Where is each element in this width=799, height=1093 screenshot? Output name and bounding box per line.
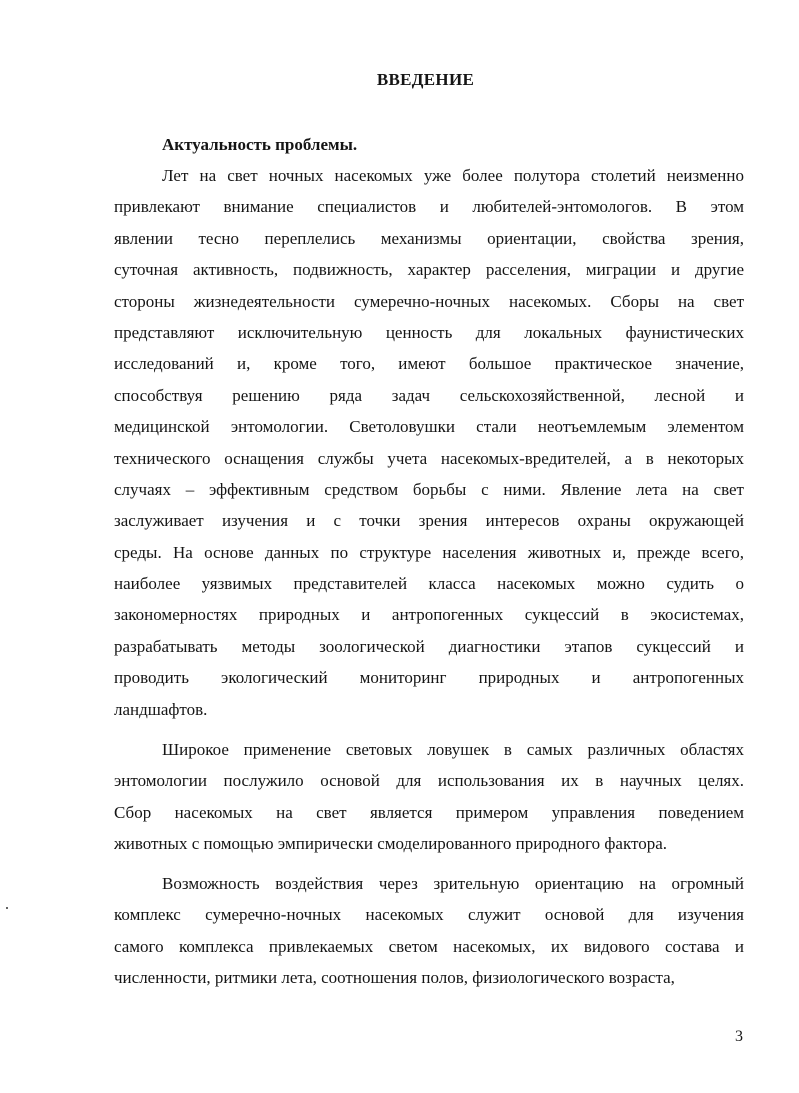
paragraph-line: суточная активность, подвижность, характер расселения, миграции и другие: [114, 260, 744, 280]
paragraph-line: самого комплекса привлекаемых светом насекомых, их видового состава и: [114, 936, 744, 956]
page-number: 3: [735, 1028, 743, 1045]
paragraph-line: Лет на свет ночных насекомых уже более полутора столетий неизменно: [162, 166, 744, 185]
paragraph-line: представляют исключительную ценность для локальных фаунистических: [114, 322, 744, 342]
paragraph-line: численности, ритмики лета, соотношения полов, физиологического возраста,: [114, 968, 675, 988]
paragraph-line: заслуживает изучения и с точки зрения интересов охраны окружающей: [114, 511, 744, 531]
paragraph-line: животных с помощью эмпирически смоделированного природного фактора.: [114, 834, 667, 854]
paragraph-line: способствуя решению ряда задач сельскохозяйственной, лесной и: [114, 385, 744, 405]
paragraph-line: медицинской энтомологии. Светоловушки стали неотъемлемым элементом: [114, 417, 744, 437]
paragraph-line: технического оснащения службы учета насекомых-вредителей, а в некоторых: [114, 448, 744, 468]
scan-speck: [6, 907, 8, 909]
paragraph-line: Возможность воздействия через зрительную ориентацию на огромный: [162, 874, 744, 893]
paragraph-3: [114, 868, 744, 994]
paragraph-line: разрабатывать методы зоологической диагностики этапов сукцессий и: [114, 636, 744, 656]
paragraph-line: проводить экологический мониторинг природных и антропогенных: [114, 668, 744, 688]
section-subheading: Актуальность проблемы.: [162, 135, 358, 154]
paragraph-2: [114, 734, 744, 860]
paragraph-1: [114, 160, 744, 725]
paragraph-line: явлении тесно переплелись механизмы ориентации, свойства зрения,: [114, 228, 744, 248]
paragraph-line: комплекс сумеречно-ночных насекомых служит основой для изучения: [114, 905, 744, 925]
paragraph-line: энтомологии послужило основой для использования их в научных целях.: [114, 771, 744, 791]
paragraph-line: Широкое применение световых ловушек в самых различных областях: [162, 740, 744, 759]
paragraph-line: среды. На основе данных по структуре населения животных и, прежде всего,: [114, 542, 744, 562]
paragraph-line: ландшафтов.: [114, 699, 208, 719]
paragraph-line: привлекают внимание специалистов и любителей-энтомологов. В этом: [114, 197, 744, 217]
paragraph-line: исследований и, кроме того, имеют большое практическое значение,: [114, 354, 744, 374]
page-title: ВВЕДЕНИЕ: [376, 70, 475, 89]
paragraph-line: стороны жизнедеятельности сумеречно-ночных насекомых. Сборы на свет: [114, 291, 744, 311]
paragraph-line: наиболее уязвимых представителей класса насекомых можно судить о: [114, 574, 744, 594]
paragraph-line: закономерностях природных и антропогенных сукцессий в экосистемах,: [114, 605, 744, 625]
paragraph-line: случаях – эффективным средством борьбы с ними. Явление лета на свет: [114, 479, 744, 499]
paragraph-line: Сбор насекомых на свет является примером управления поведением: [114, 802, 744, 822]
